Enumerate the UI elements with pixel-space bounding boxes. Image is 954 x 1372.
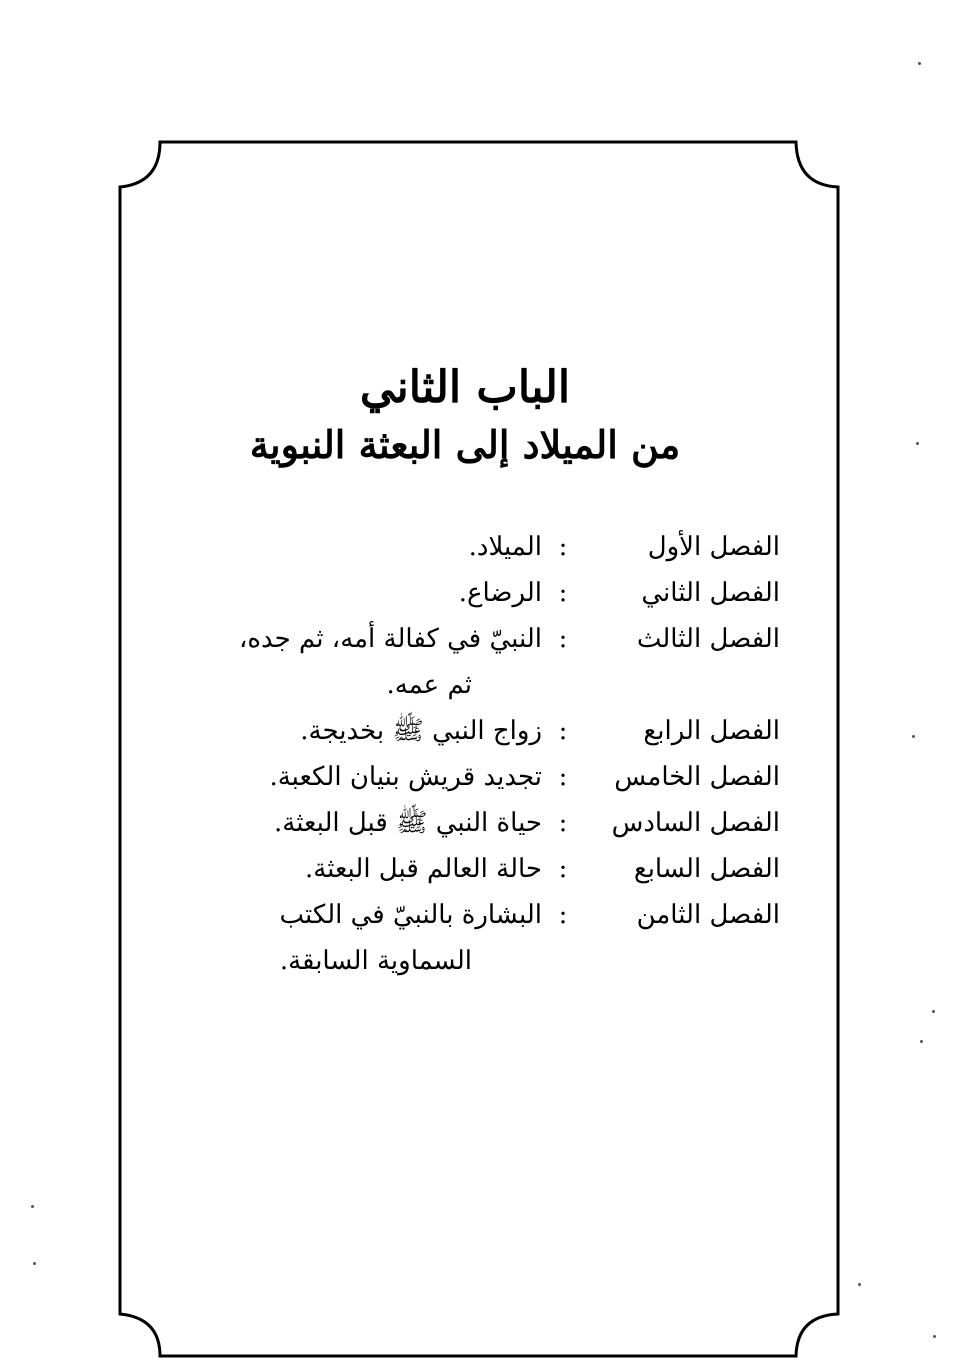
chapter-title: حالة العالم قبل البعثة. — [304, 854, 542, 884]
chapter-label: الفصل السابع — [633, 854, 780, 884]
chapter-label: الفصل الخامس — [614, 762, 780, 792]
chapter-title-block — [180, 892, 556, 984]
separator: : — [558, 762, 568, 792]
chapter-label: الفصل الرابع — [643, 716, 780, 746]
separator: : — [558, 854, 568, 884]
chapter-title: الميلاد. — [468, 532, 542, 562]
scan-speck — [933, 1335, 936, 1338]
chapter-title: زواج النبي ﷺ بخديجة. — [300, 716, 542, 746]
separator: : — [558, 716, 568, 746]
separator: : — [558, 900, 568, 930]
scan-speck — [932, 1010, 935, 1013]
chapter-title: تجديد قريش بنيان الكعبة. — [269, 762, 542, 792]
chapter-label: الفصل الأول — [647, 532, 780, 562]
part-subtitle: من الميلاد إلى البعثة النبوية — [249, 422, 681, 467]
chapter-title-block — [180, 616, 556, 708]
chapter-row — [180, 754, 780, 800]
chapter-contents — [180, 360, 780, 984]
chapter-row — [180, 892, 780, 984]
separator: : — [558, 624, 568, 654]
chapter-title-continuation: ثم عمه. — [386, 670, 472, 700]
scan-speck — [920, 1040, 923, 1043]
chapter-label: الفصل الثامن — [636, 900, 780, 930]
chapter-row — [180, 570, 780, 616]
chapter-title: النبيّ في كفالة أمه، ثم جده، — [239, 624, 542, 654]
chapter-title: البشارة بالنبيّ في الكتب — [279, 900, 542, 930]
chapter-row — [180, 708, 780, 754]
chapter-label: الفصل السادس — [611, 808, 780, 838]
scan-speck — [918, 62, 921, 65]
part-title: الباب الثاني — [359, 362, 571, 413]
chapter-list — [180, 524, 780, 984]
separator: : — [558, 808, 568, 838]
chapter-title: حياة النبي ﷺ قبل البعثة. — [274, 808, 542, 838]
chapter-row — [180, 524, 780, 570]
chapter-title: الرضاع. — [458, 578, 542, 608]
chapter-label: الفصل الثاني — [641, 578, 780, 608]
separator: : — [558, 578, 568, 608]
scan-speck — [916, 442, 919, 445]
scan-speck — [912, 735, 915, 738]
chapter-title-continuation: السماوية السابقة. — [279, 946, 472, 976]
chapter-row — [180, 616, 780, 708]
separator: : — [558, 532, 568, 562]
chapter-label: الفصل الثالث — [636, 624, 780, 654]
scan-speck — [858, 1283, 861, 1286]
chapter-row — [180, 800, 780, 846]
chapter-row — [180, 846, 780, 892]
scan-speck — [31, 1205, 34, 1208]
scan-speck — [33, 1262, 36, 1265]
